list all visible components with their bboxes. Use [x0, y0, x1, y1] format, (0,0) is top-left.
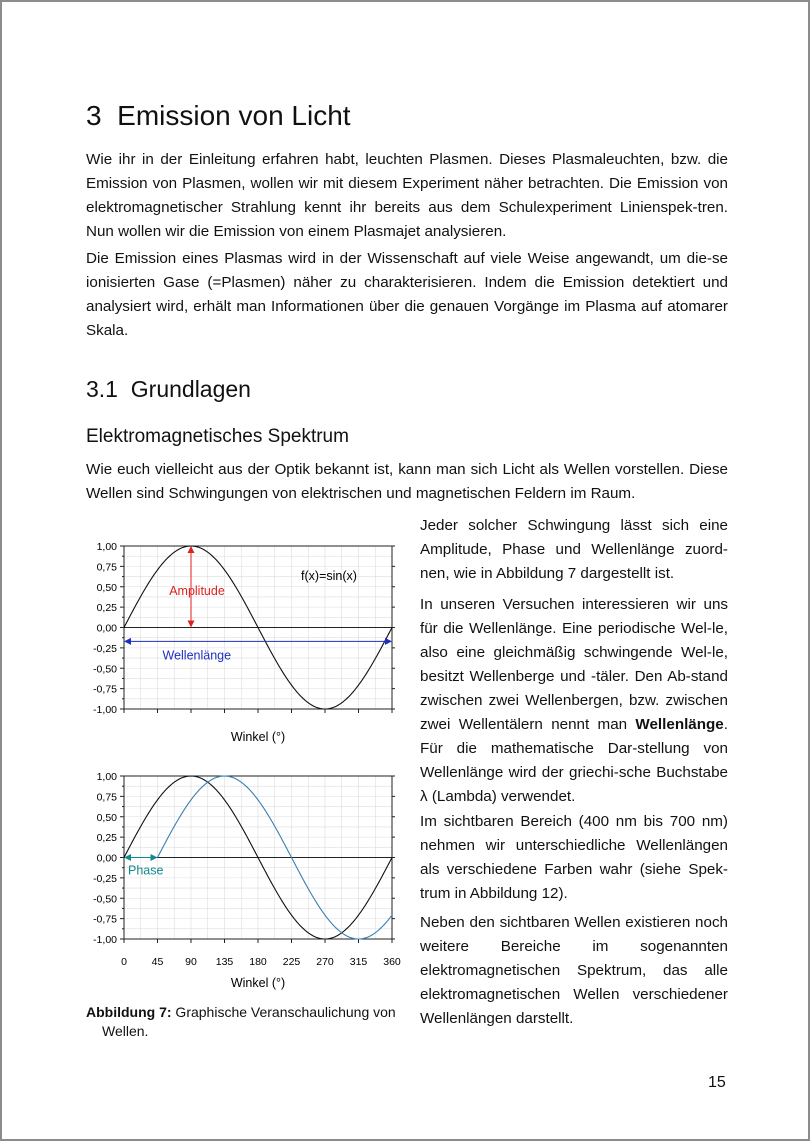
figure-waves	[86, 529, 412, 999]
chart2-y-tick-label: -0,25	[93, 872, 117, 885]
chart1-amplitude-arrow-head	[188, 621, 195, 628]
section-number: 3.1	[86, 376, 118, 402]
chart1-y-tick-label: 0,50	[96, 581, 117, 594]
chart2-x-tick-label: 135	[215, 956, 234, 968]
chart1-y-tick-label: 0,00	[96, 622, 117, 635]
caption-text-line2: Wellen.	[102, 1023, 149, 1039]
chart1-amplitude-label: Amplitude	[169, 583, 225, 598]
chart2-x-tick-label: 0	[121, 956, 127, 968]
body-paragraph-right-3: Im sichtbaren Bereich (400 nm bis 700 nm) nehmen wir unterschiedliche Wellenlängen als verschiedene Farben wahr (siehe Spek-trum in Abbildung 12).	[420, 813, 728, 902]
chart1-wavelength-arrow-head	[124, 638, 131, 645]
chart2-x-tick-label: 45	[151, 956, 164, 968]
chart1-x-axis-label: Winkel (°)	[230, 730, 286, 744]
chart1-function-label: f(x)=sin(x)	[301, 569, 357, 584]
chapter-number: 3	[86, 100, 102, 131]
chart2-x-tick-label: 360	[383, 956, 401, 968]
chart2-y-tick-label: 1,00	[96, 771, 117, 783]
chart1-y-tick-label: -0,75	[93, 683, 117, 696]
body-paragraph-right-4: Neben den sichtbaren Wellen existieren noch weitere Bereiche im sogenannten elektromagnetischen Spektrum, das alle elektromagnetischen Wellen verschiedener Wellenlängen darstellt.	[420, 914, 728, 1027]
body-paragraph-right-2	[420, 593, 728, 809]
chart1-y-tick-label: 0,75	[96, 561, 117, 574]
chart1-amplitude-arrow-head	[188, 546, 195, 553]
chart2-phase-label: Phase	[128, 863, 164, 878]
chart2-y-tick-label: -0,50	[93, 893, 117, 906]
chart2-x-tick-label: 90	[185, 956, 197, 968]
chart2-phase-arrow-head	[151, 854, 158, 861]
caption-text-line1: Graphische Veranschaulichung von	[171, 1004, 396, 1020]
subsection-heading: Elektromagnetisches Spektrum	[86, 426, 349, 447]
figure-caption	[86, 1003, 410, 1041]
chart2-x-axis-label: Winkel (°)	[230, 976, 286, 990]
chart1-wavelength-arrow-head	[385, 638, 392, 645]
chart1-y-tick-label: -0,50	[93, 663, 117, 676]
section-title: Grundlagen	[130, 376, 251, 402]
chapter-heading	[86, 100, 351, 132]
body-paragraph-right-1: Jeder solcher Schwingung lässt sich eine Amplitude, Phase und Wellenlänge zuord-nen, wie in Abbildung 7 dargestellt ist.	[420, 517, 728, 582]
intro-paragraph-2: Die Emission eines Plasmas wird in der Wissenschaft auf viele Weise angewandt, um die-se ionisierten Gase (=Plasmen) näher zu charakterisieren. Indem die Emission detektiert und analysiert wird, erhält man Informationen über die genauen Vorgänge im Plasma auf atomarer Skala.	[86, 250, 728, 339]
wavelength-term: Wellenlänge	[635, 716, 724, 733]
chart2-x-tick-label: 270	[316, 956, 334, 968]
wave-charts-svg	[86, 529, 412, 999]
chart1-y-tick-label: 1,00	[96, 541, 117, 553]
wavelength-text-after: . Für die mathematische Dar-stellung von Wellenlänge wird der griechi-sche Buchstabe λ (Lambda) verwendet.	[420, 716, 728, 805]
chart1-y-tick-label: -1,00	[93, 704, 117, 716]
chart2-y-tick-label: 0,75	[96, 791, 117, 804]
page-number: 15	[708, 1074, 726, 1091]
chart2-y-tick-label: 0,50	[96, 811, 117, 824]
chart2-x-tick-label: 180	[249, 956, 267, 968]
chart2-x-tick-label: 315	[349, 956, 368, 968]
chart2-y-tick-label: -1,00	[93, 934, 117, 946]
chart1-y-tick-label: 0,25	[96, 602, 117, 615]
chart2-x-tick-label: 225	[282, 956, 301, 968]
caption-label: Abbildung 7:	[86, 1004, 172, 1020]
wavelength-text-before: In unseren Versuchen interessieren wir uns für die Wellenlänge. Eine periodische Wel-le, also eine gleichmäßig schwingende Wel-le, besitzt Wellenberge und -täler. Den Ab-stand zwischen zwei Wellenbergen, bzw. zwischen zwei Wellentälern nennt man	[420, 596, 728, 733]
chart2-y-tick-label: -0,75	[93, 913, 117, 926]
body-paragraph-waves: Wie euch vielleicht aus der Optik bekannt ist, kann man sich Licht als Wellen vorstellen. Diese Wellen sind Schwingungen von elektrischen und magnetischen Feldern im Raum.	[86, 461, 728, 502]
chart1-wavelength-label: Wellenlänge	[162, 648, 232, 663]
chart2-y-tick-label: 0,00	[96, 852, 117, 865]
chart1-y-tick-label: -0,25	[93, 642, 117, 655]
intro-paragraph-1: Wie ihr in der Einleitung erfahren habt, leuchten Plasmen. Dieses Plasmaleuchten, bzw. die Emission von Plasmen, wollen wir mit diesem Experiment näher betrachten. Die Emission von elektromagnetischer Strahlung kennt ihr bereits aus dem Schulexperiment Linienspek-tren. Nun wollen wir die Emission von einem Plasmajet analysieren.	[86, 151, 728, 240]
section-heading	[86, 376, 251, 403]
chapter-title: Emission von Licht	[117, 100, 351, 131]
chart2-y-tick-label: 0,25	[96, 832, 117, 845]
